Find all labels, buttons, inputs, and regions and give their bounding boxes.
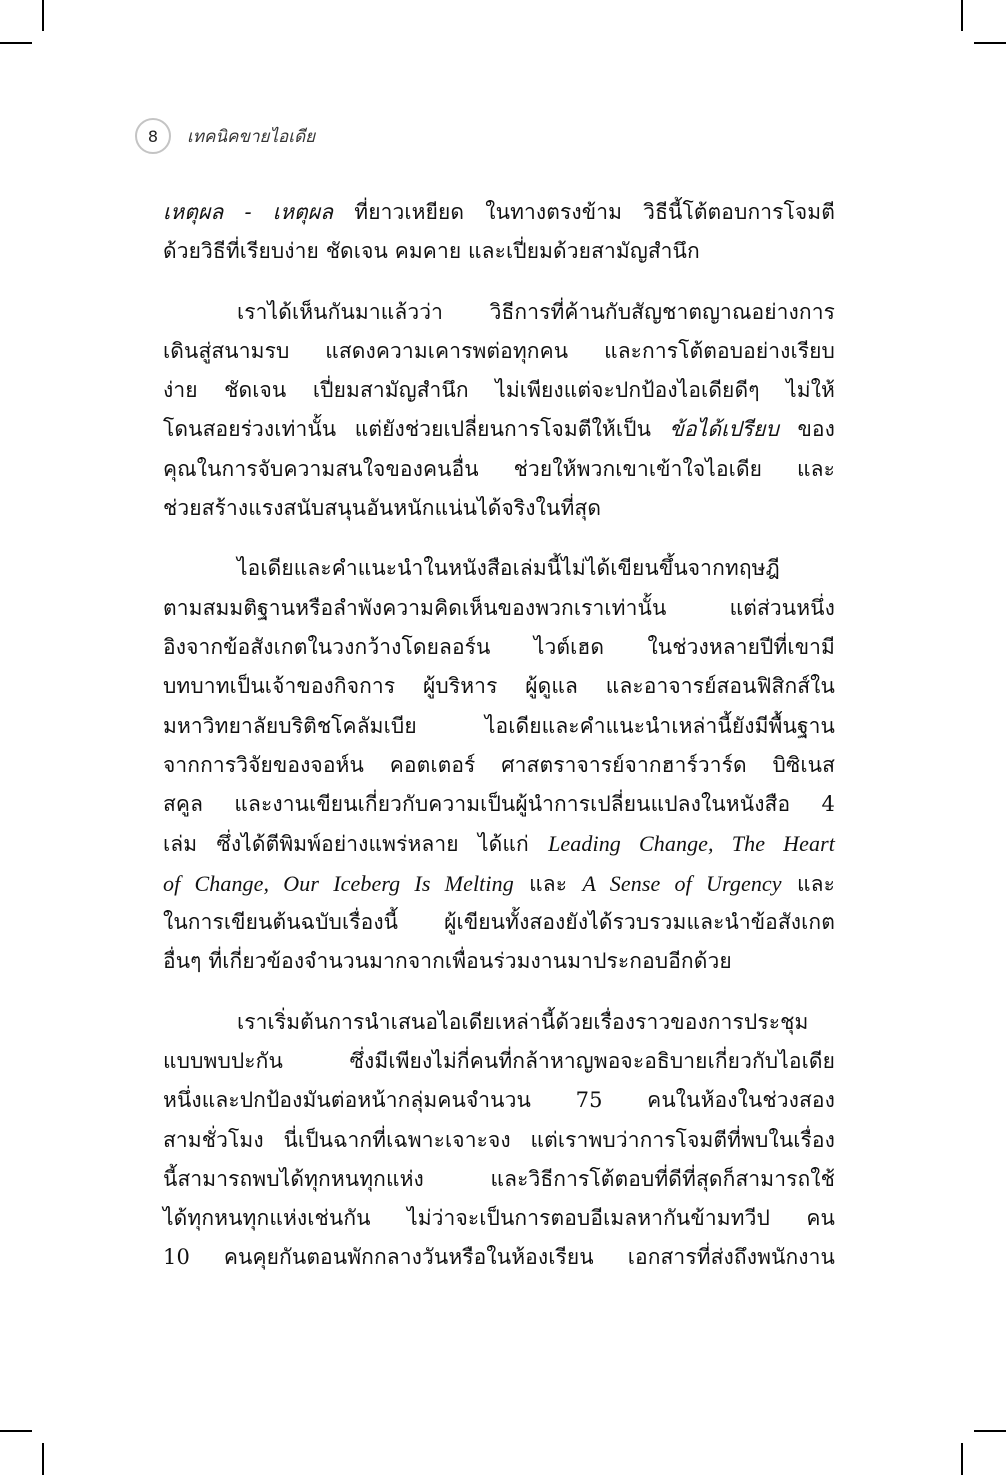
crop-mark-bottom-right-horizontal [974, 1430, 1006, 1432]
text-segment: นี้สามารถพบได้ทุกหนทุกแห่ง และวิธีการโต้ตอบที่ดีที่สุดก็สามารถใช้ [163, 1166, 835, 1191]
page-number-badge [135, 118, 171, 154]
running-title: เทคนิคขายไอเดีย [187, 126, 316, 147]
emphasis-text: เหตุผล - เหตุผล [163, 200, 334, 224]
paragraph [163, 1003, 835, 1278]
text-line [163, 1199, 835, 1238]
crop-mark-top-left-vertical [42, 0, 44, 31]
crop-mark-bottom-left-vertical [42, 1443, 44, 1475]
text-line [163, 942, 835, 981]
text-segment: ไอเดียและคำแนะนำในหนังสือเล่มนี้ไม่ได้เขียนขึ้นจากทฤษฎี [237, 556, 780, 581]
text-line [163, 371, 835, 410]
text-line [163, 1160, 835, 1199]
paragraph [163, 293, 835, 529]
paragraph [163, 549, 835, 981]
text-segment: เดินสู่สนามรบ แสดงความเคารพต่อทุกคน และการโต้ตอบอย่างเรียบ [163, 338, 835, 363]
crop-mark-top-right-vertical [961, 0, 963, 31]
text-segment: แบบพบปะกัน ซึ่งมีเพียงไม่กี่คนที่กล้าหาญพอจะอธิบายเกี่ยวกับไอเดีย [163, 1048, 835, 1073]
text-segment: บทบาทเป็นเจ้าของกิจการ ผู้บริหาร ผู้ดูแล และอาจารย์สอนฟิสิกส์ใน [163, 674, 835, 699]
text-line [163, 589, 835, 628]
crop-mark-bottom-right-vertical [961, 1443, 963, 1475]
text-line [163, 903, 835, 942]
page-number: 8 [147, 126, 159, 146]
text-line [163, 232, 835, 271]
text-segment: อิงจากข้อสังเกตในวงกว้างโดยลอร์น ไวต์เฮด ในช่วงหลายปีที่เขามี [163, 634, 835, 659]
text-line [163, 332, 835, 371]
text-line [163, 667, 835, 706]
text-segment: โดนสอยร่วงเท่านั้น แต่ยังช่วยเปลี่ยนการโจมตีให้เป็น [163, 417, 670, 442]
crop-mark-top-right-horizontal [974, 42, 1006, 44]
text-line [163, 1003, 835, 1042]
text-segment: มหาวิทยาลัยบริติชโคลัมเบีย ไอเดียและคำแนะนำเหล่านี้ยังมีพื้นฐาน [163, 713, 835, 738]
text-segment: สคูล และงานเขียนเกี่ยวกับความเป็นผู้นำการเปลี่ยนแปลงในหนังสือ 4 [163, 792, 835, 817]
text-segment: หนึ่งและปกป้องมันต่อหน้ากลุ่มคนจำนวน 75 คนในห้องในช่วงสอง [163, 1088, 835, 1113]
text-segment: ในการเขียนต้นฉบับเรื่องนี้ ผู้เขียนทั้งสองยังได้รวบรวมและนำข้อสังเกต [163, 910, 835, 935]
text-segment: ง่าย ชัดเจน เปี่ยมสามัญสำนึก ไม่เพียงแต่จะปกป้องไอเดียดีๆ ไม่ให้ [163, 378, 835, 403]
emphasis-text: Leading Change, The Heart [548, 831, 835, 857]
text-line [163, 410, 835, 449]
emphasis-text: ข้อได้เปรียบ [669, 417, 779, 442]
text-line [163, 549, 835, 588]
paragraph [163, 193, 835, 272]
text-segment: จากการวิจัยของจอห์น คอตเตอร์ ศาสตราจารย์จากฮาร์วาร์ด บิซิเนส [163, 752, 835, 777]
paragraph-gap [163, 982, 835, 1003]
running-head [135, 116, 315, 156]
paragraph-gap [163, 528, 835, 549]
emphasis-text: of Change, Our Iceberg Is Melting [163, 870, 514, 896]
text-line [163, 628, 835, 667]
text-line [163, 1042, 835, 1081]
text-line [163, 707, 835, 746]
text-line [163, 785, 835, 824]
text-segment: และ [781, 871, 835, 896]
text-segment: และ [513, 871, 583, 896]
paragraph-gap [163, 272, 835, 293]
text-segment: อื่นๆ ที่เกี่ยวข้องจำนวนมากจากเพื่อนร่วมงานมาประกอบอีกด้วย [163, 949, 732, 974]
text-segment: เราได้เห็นกันมาแล้วว่า วิธีการที่ค้านกับสัญชาตญาณอย่างการ [237, 299, 835, 324]
text-line [163, 489, 835, 528]
crop-mark-bottom-left-horizontal [0, 1430, 32, 1432]
crop-mark-top-left-horizontal [0, 42, 32, 44]
body-text [163, 193, 835, 1278]
emphasis-text: A Sense of Urgency [582, 870, 782, 896]
text-line [163, 450, 835, 489]
text-line [163, 746, 835, 785]
text-segment: เล่ม ซึ่งได้ตีพิมพ์อย่างแพร่หลาย ได้แก่ [163, 832, 549, 857]
text-segment: ตามสมมติฐานหรือลำพังความคิดเห็นของพวกเราเท่านั้น แต่ส่วนหนึ่ง [163, 595, 835, 620]
text-segment: ของ [779, 417, 835, 442]
text-line [163, 864, 835, 903]
text-line [163, 193, 835, 232]
text-segment: 10 คนคุยกันตอนพักกลางวันหรือในห้องเรียน เอกสารที่ส่งถึงพนักงาน [163, 1245, 835, 1270]
text-line [163, 293, 835, 332]
text-segment: เราเริ่มต้นการนำเสนอไอเดียเหล่านี้ด้วยเรื่องราวของการประชุม [237, 1009, 809, 1034]
text-segment: ด้วยวิธีที่เรียบง่าย ชัดเจน คมคาย และเปี่ยมด้วยสามัญสำนึก [163, 239, 700, 264]
text-segment: สามชั่วโมง นี่เป็นฉากที่เฉพาะเจาะจง แต่เราพบว่าการโจมตีที่พบในเรื่อง [163, 1127, 835, 1152]
text-line [163, 824, 835, 863]
text-segment: ช่วยสร้างแรงสนับสนุนอันหนักแน่นได้จริงในที่สุด [163, 496, 602, 521]
text-segment: ที่ยาวเหยียด ในทางตรงข้าม วิธีนี้โต้ตอบการโจมตี [333, 200, 835, 224]
text-line [163, 1238, 835, 1277]
text-line [163, 1121, 835, 1160]
text-segment: ได้ทุกหนทุกแห่งเช่นกัน ไม่ว่าจะเป็นการตอบอีเมลหากันข้ามทวีป คน [163, 1206, 835, 1231]
text-segment: คุณในการจับความสนใจของคนอื่น ช่วยให้พวกเขาเข้าใจไอเดีย และ [163, 456, 835, 481]
text-line [163, 1081, 835, 1120]
